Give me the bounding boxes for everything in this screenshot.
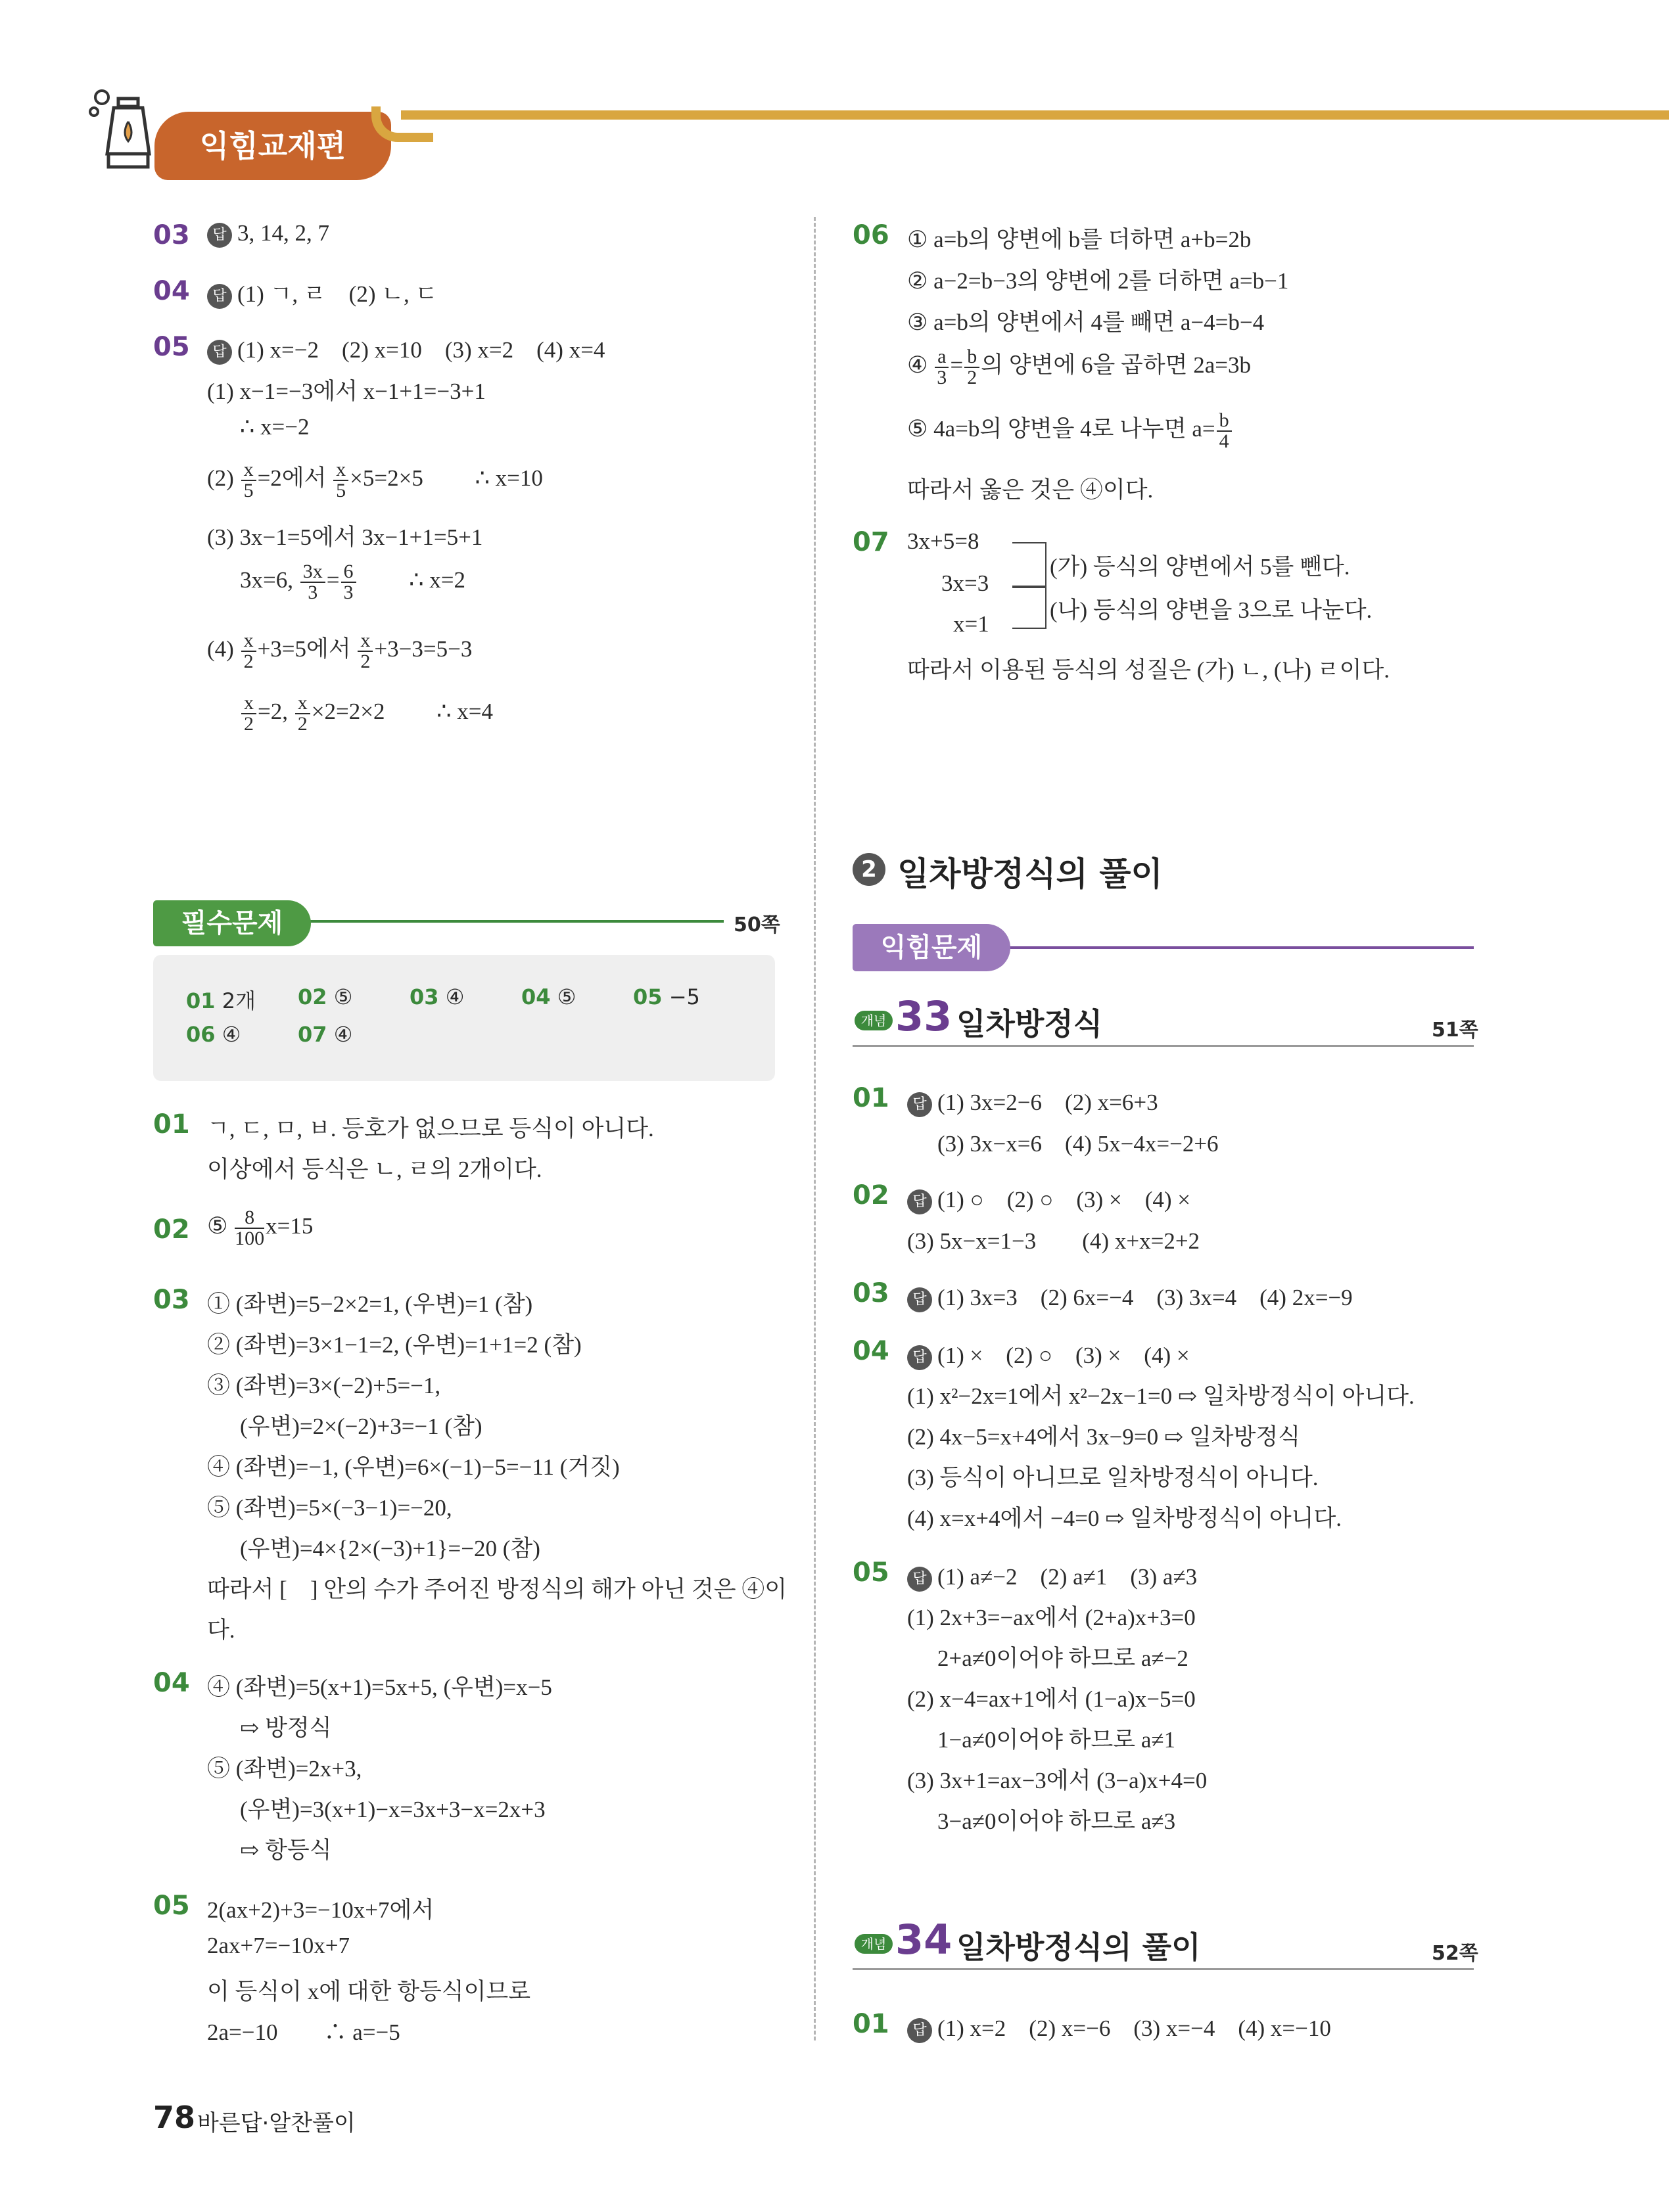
answer-entry: 06 ④ (186, 1022, 241, 1047)
section-title: 일차방정식의 풀이 (897, 855, 1163, 893)
concept-rule (853, 1968, 1474, 1970)
solution-line: 다. (207, 1617, 235, 1643)
concept-pill: 개념 (855, 1934, 893, 1954)
answer-line: 답 (1) ㄱ, ㄹ (2) ㄴ, ㄷ (207, 276, 437, 309)
answer-line: 답 (1) × (2) ○ (3) × (4) × (907, 1337, 1190, 1370)
solution-line: 따라서 이용된 등식의 성질은 (가) ㄴ, (나) ㄹ이다. (907, 657, 1390, 683)
solution-line: ② (좌변)=3×1−1=2, (우변)=1+1=2 (참) (207, 1332, 582, 1358)
header-rule (401, 110, 1669, 120)
item-number: 03 (853, 1278, 889, 1308)
item-number: 04 (153, 276, 190, 306)
solution-line: ⇨ 항등식 (240, 1837, 332, 1863)
solution-line: 2(ax+2)+3=−10x+7에서 (207, 1897, 435, 1923)
page-number: 78 (153, 2100, 196, 2135)
lamp-icon (89, 85, 161, 184)
item-number: 07 (853, 527, 889, 557)
solution-line: (3) 등식이 아니므로 일차방정식이 아니다. (907, 1465, 1319, 1490)
solution-line: (3) 5x−x=1−3 (4) x+x=2+2 (907, 1228, 1200, 1254)
concept-rule (853, 1045, 1474, 1047)
solution-line: ④ (좌변)=5(x+1)=5x+5, (우변)=x−5 (207, 1674, 552, 1700)
answer-badge-icon: 답 (907, 1567, 932, 1592)
answer-entry: 02 ⑤ (298, 984, 353, 1009)
page-ref: 51쪽 (1432, 1019, 1478, 1042)
answer-entry: 05 −5 (633, 984, 700, 1009)
concept-title: 일차방정식의 풀이 (956, 1929, 1201, 1965)
answer-line: 답 (1) a≠−2 (2) a≠1 (3) a≠3 (907, 1559, 1197, 1592)
concept-number: 33 (895, 992, 952, 1040)
section-number: 2 (853, 853, 885, 886)
solution-line: 따라서 [ ] 안의 수가 주어진 방정식의 해가 아닌 것은 ④이 (207, 1577, 787, 1602)
solution-line: 1−a≠0이어야 하므로 a≠1 (937, 1727, 1176, 1753)
bracket-connector (1012, 586, 1046, 629)
solution-line: ⇨ 방정식 (240, 1715, 332, 1741)
answer-entry: 01 2개 (186, 988, 256, 1013)
answer-line: 답 (1) ○ (2) ○ (3) × (4) × (907, 1182, 1190, 1214)
solution-line: ④ (좌변)=−1, (우변)=6×(−1)−5=−11 (거짓) (207, 1454, 620, 1480)
solution-line: (2) 4x−5=x+4에서 3x−9=0 ⇨ 일차방정식 (907, 1424, 1301, 1450)
bracket-connector (1012, 542, 1046, 588)
page-ref: 52쪽 (1432, 1942, 1478, 1965)
solution-line: (2) x−4=ax+1에서 (1−a)x−5=0 (907, 1686, 1196, 1712)
item-number: 02 (853, 1180, 889, 1210)
solution-line: x=1 (953, 611, 989, 637)
item-number: 05 (153, 332, 190, 362)
solution-line: ① a=b의 양변에 b를 더하면 a+b=2b (907, 227, 1252, 252)
solution-line: (2) $\frac{x}{5}$ =2에서 $\frac{x}{5}$ ×5=2×5 ∴ x=10 (207, 459, 543, 501)
answer-line: 답 3, 14, 2, 7 (207, 220, 329, 248)
solution-line: 이 등식이 x에 대한 항등식이므로 (207, 1979, 531, 2004)
solution-line: (우변)=2×(−2)+3=−1 (참) (240, 1414, 482, 1439)
answer-badge-icon: 답 (907, 2018, 932, 2043)
solution-line: ㄱ, ㄷ, ㅁ, ㅂ. 등호가 없으므로 등식이 아니다. (207, 1116, 654, 1141)
solution-line: $\frac{x}{2}$ =2, $\frac{x}{2}$ ×2=2×2 ∴ x=4 (240, 693, 493, 734)
item-number: 01 (853, 2009, 889, 2039)
solution-line: 따라서 옳은 것은 ④이다. (907, 477, 1154, 503)
answer-line: (3) 3x−x=6 (4) 5x−4x=−2+6 (937, 1131, 1219, 1157)
answer-badge-icon: 답 (207, 223, 232, 248)
solution-line: ② a−2=b−3의 양변에 2를 더하면 a=b−1 (907, 268, 1289, 294)
answer-badge-icon: 답 (207, 284, 232, 309)
item-number: 06 (853, 220, 889, 250)
answer-line: 답 (1) x=−2 (2) x=10 (3) x=2 (4) x=4 (207, 332, 605, 365)
answer-summary-box (153, 955, 775, 1081)
column-divider (814, 217, 816, 2040)
item-number: 04 (853, 1336, 889, 1366)
section-tab: 익힘교재편 (154, 112, 391, 180)
solution-line: ③ (좌변)=3×(−2)+5=−1, (207, 1373, 441, 1398)
concept-pill: 개념 (855, 1011, 893, 1030)
concept-title: 일차방정식 (956, 1006, 1103, 1042)
solution-line: (3) 3x−1=5에서 3x−1+1=5+1 (207, 524, 483, 550)
solution-line: ⑤ (좌변)=2x+3, (207, 1756, 362, 1782)
section-tag: 익힘문제 (853, 924, 1010, 971)
solution-line: (나) 등식의 양변을 3으로 나눈다. (1050, 597, 1373, 623)
solution-line: (4) x=x+4에서 −4=0 ⇨ 일차방정식이 아니다. (907, 1506, 1342, 1531)
item-number: 01 (853, 1083, 889, 1113)
solution-line: (1) x−1=−3에서 x−1+1=−3+1 (207, 379, 486, 404)
solution-line: 2+a≠0이어야 하므로 a≠−2 (937, 1646, 1188, 1671)
solution-line: (1) 2x+3=−ax에서 (2+a)x+3=0 (907, 1605, 1196, 1630)
item-number: 04 (153, 1668, 190, 1698)
solution-line: ① (좌변)=5−2×2=1, (우변)=1 (참) (207, 1291, 533, 1317)
answer-entry: 03 ④ (410, 984, 465, 1009)
item-number: 03 (153, 1285, 190, 1315)
solution-line: (우변)=4×{2×(−3)+1}=−20 (참) (240, 1536, 540, 1561)
item-number: 02 (153, 1214, 190, 1245)
section-tag: 필수문제 (153, 900, 311, 946)
solution-line: 3x+5=8 (907, 528, 979, 554)
solution-line: 2ax+7=−10x+7 (207, 1933, 350, 1958)
solution-line: (가) 등식의 양변에서 5를 뺀다. (1050, 554, 1350, 580)
item-number: 01 (153, 1109, 190, 1140)
solution-line: (4) $\frac{x}{2}$ +3=5에서 $\frac{x}{2}$ +3−3=5−3 (207, 630, 473, 672)
item-number: 03 (153, 220, 190, 250)
solution-line: ④ $\frac{a}{3}$ = $\frac{b}{2}$ 의 양변에 6을 곱하면 2a=3b (907, 346, 1251, 388)
answer-entry: 04 ⑤ (521, 984, 576, 1009)
solution-line: ③ a=b의 양변에서 4를 빼면 a−4=b−4 (907, 310, 1265, 335)
solution-line: (우변)=3(x+1)−x=3x+3−x=2x+3 (240, 1797, 546, 1822)
answer-badge-icon: 답 (907, 1287, 932, 1312)
solution-line: ∴ x=−2 (240, 414, 310, 440)
solution-line: 이상에서 등식은 ㄴ, ㄹ의 2개이다. (207, 1157, 542, 1182)
answer-badge-icon: 답 (907, 1189, 932, 1214)
solution-line: ⑤ $\frac{8}{100}$ x=15 (207, 1207, 314, 1249)
answer-badge-icon: 답 (207, 340, 232, 365)
concept-number: 34 (895, 1916, 952, 1964)
item-number: 05 (153, 1891, 190, 1921)
answer-line: 답 (1) 3x=3 (2) 6x=−4 (3) 3x=4 (4) 2x=−9 (907, 1279, 1353, 1312)
solution-line: 3x=3 (941, 570, 989, 596)
solution-line: (1) x²−2x=1에서 x²−2x−1=0 ⇨ 일차방정식이 아니다. (907, 1383, 1415, 1409)
solution-line: 3−a≠0이어야 하므로 a≠3 (937, 1809, 1176, 1834)
answer-badge-icon: 답 (907, 1345, 932, 1370)
solution-line: 2a=−10 ∴ a=−5 (207, 2019, 400, 2045)
answer-line: 답 (1) x=2 (2) x=−6 (3) x=−4 (4) x=−10 (907, 2010, 1331, 2043)
solution-line: 3x=6, $\frac{3x}{3}$ = $\frac{6}{3}$ ∴ x=2 (240, 561, 466, 603)
solution-line: ⑤ 4a=b의 양변을 4로 나누면 a= $\frac{b}{4}$ (907, 411, 1233, 451)
footer-title: 바른답·알찬풀이 (197, 2110, 356, 2136)
item-number: 05 (853, 1557, 889, 1588)
solution-line: ⑤ (좌변)=5×(−3−1)=−20, (207, 1495, 452, 1521)
page-ref: 50쪽 (734, 913, 780, 936)
answer-badge-icon: 답 (907, 1092, 932, 1117)
answer-line: 답 (1) 3x=2−6 (2) x=6+3 (907, 1084, 1158, 1117)
answer-entry: 07 ④ (298, 1022, 353, 1047)
solution-line: (3) 3x+1=ax−3에서 (3−a)x+4=0 (907, 1768, 1208, 1793)
